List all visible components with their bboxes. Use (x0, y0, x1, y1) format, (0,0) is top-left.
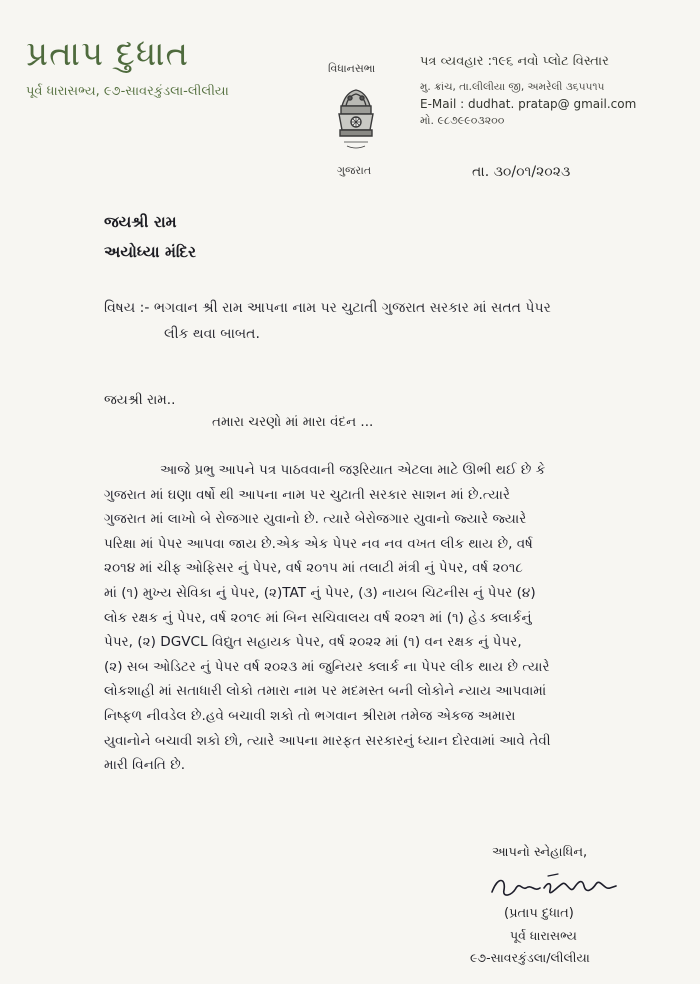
signatory-constituency: ૯૭-સાવરકુંડલા/લીલીયા (470, 950, 590, 965)
body-line: ૨૦૧૪ માં ચીફ ઓફિસર નું પેપર, વર્ષ ૨૦૧૫ માં તલાટી મંત્રી નું પેપર, વર્ષ ૨૦૧૮ (104, 560, 523, 577)
regards-line: તમારા ચરણો માં મારા વંદન ... (212, 414, 374, 430)
body-line: ગુજરાત માં લાખો બે રોજગાર યુવાનો છે. ત્યારે બેરોજગાર યુવાનો જ્યારે જ્યારે (104, 511, 527, 528)
subject-line-2: લીક થવા બાબત. (164, 326, 260, 342)
state-label: ગુજરાત (337, 164, 372, 177)
body-line: ગુજરાત માં ઘણા વર્ષો થી આપના નામ પર ચુટાતી સરકાર સાશન માં છે.ત્યારે (104, 486, 511, 503)
letterhead-subtitle: પૂર્વ ધારાસભ્ય, ૯૭-સાવરકુંડલા-લીલીયા (26, 84, 229, 99)
body-line: (૨) સબ ઓડિટર નું પેપર વર્ષ ૨૦૨૩ માં જુનિયર ક્લાર્ક ના પેપર લીક થાય છે ત્યારે (104, 658, 550, 675)
body-line: આજે પ્રભુ આપને પત્ર પાઠવવાની જરૂરિયાત એટલા માટે ઊભી થઈ છે કે (160, 462, 546, 478)
recipient-block (104, 213, 196, 273)
body-line: યુવાનોને બચાવી શકો છો, ત્યારે આપના મારફત સરકારનું ધ્યાન દોરવામાં આવે તેવી (104, 732, 551, 749)
signatory-name: (પ્રતાપ દુધાત) (504, 906, 574, 921)
body-line: માં (૧) મુખ્ય સેવિકા નું પેપર, (૨)TAT નું પેપર, (૩) નાયબ ચિટનીસ નું પેપર (૪) (104, 584, 536, 601)
letter-date: તા. ૩૦/૦૧/૨૦૨૩ (472, 164, 571, 180)
body-line: લોક રક્ષક નું પેપર, વર્ષ ૨૦૧૯ માં બિન સચિવાલય વર્ષ ૨૦૨૧ માં (૧) હેડ ક્લાર્કનું (104, 609, 532, 626)
correspondence-address: પત્ર વ્યવહાર :૧૯૬ નવો પ્લોટ વિસ્તાર (420, 54, 609, 69)
letter-body (104, 462, 664, 782)
mobile-number: મો. ૯૮૭૯૯૦૩૨૦૦ (420, 114, 505, 127)
subject-line-1: વિષય :- ભગવાન શ્રી રામ આપના નામ પર ચુટાતી ગુજરાત સરકાર માં સતત પેપર (104, 300, 551, 316)
body-line: પરિક્ષા માં પેપર આપવા જાય છે.એક એક પેપર નવ નવ વખત લીક થાય છે, વર્ષ (104, 535, 533, 552)
signatory-title: પૂર્વ ધારાસભ્ય (510, 928, 577, 943)
handwritten-signature (488, 868, 620, 904)
recipient-line-2: અયોધ્યા મંદિર (104, 243, 197, 261)
national-emblem-icon (332, 84, 380, 158)
letterhead-name: પ્રતાપ દુધાત (26, 34, 190, 74)
body-line: નિષ્ફળ નીવડેલ છે.હવે બચાવી શકો તો ભગવાન શ્રીરામ તમેજ એકજ અમારા (104, 707, 516, 724)
closing-line: આપનો સ્નેહાધિન, (492, 845, 588, 860)
body-line: પેપર, (૨) DGVCL વિદ્યુત સહાયક પેપર, વર્ષ ૨૦૨૨ માં (૧) વન રક્ષક નું પેપર, (104, 634, 522, 651)
salutation: જયશ્રી રામ.. (104, 392, 176, 408)
recipient-line-1: જયશ્રી રામ (104, 213, 177, 231)
body-line: મારી વિનતિ છે. (104, 757, 186, 774)
postal-address: મુ. ક્રાંચ, તા.લીલીયા જી, અમરેલી ૩૬૫૫૧૫ (420, 81, 605, 93)
contact-block (420, 54, 636, 128)
email-address: E-Mail : dudhat. pratap@ gmail.com (420, 97, 637, 111)
subject-block (104, 300, 664, 342)
assembly-label: વિધાનસભા (328, 62, 376, 75)
body-line: લોકશાહી માં સતાધારી લોકો તમારા નામ પર મદમસ્ત બની લોકોને ન્યાય આપવામાં (104, 683, 547, 700)
